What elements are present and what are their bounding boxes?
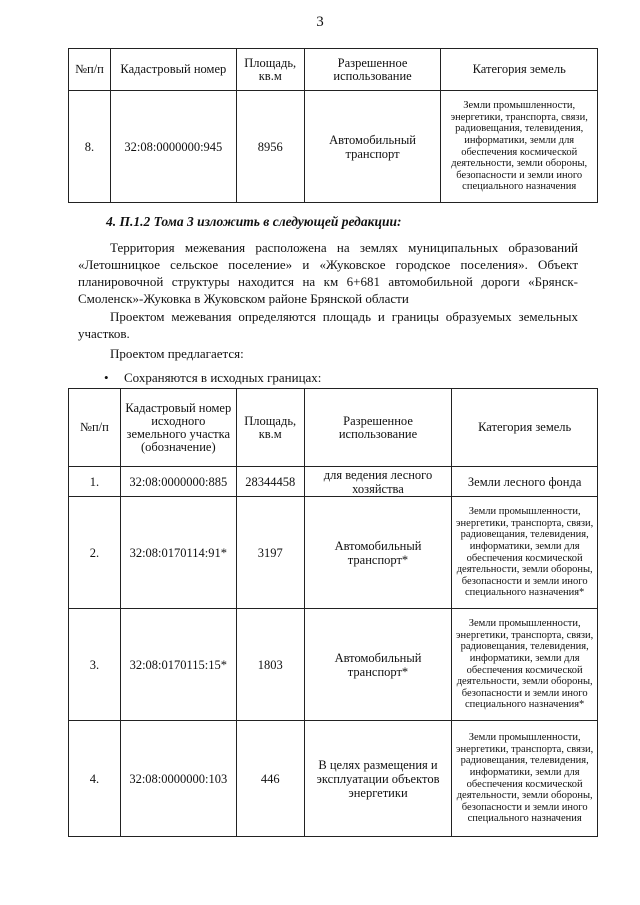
bullet-item <box>104 370 321 386</box>
cell-number: 2. <box>69 497 121 609</box>
cell-area: 28344458 <box>236 467 304 497</box>
cell-cadastral: 32:08:0000000:945 <box>110 91 236 203</box>
table-header-row <box>69 49 598 91</box>
cell-number: 4. <box>69 721 121 837</box>
col-header-usage: Разрешенное использование <box>304 49 441 91</box>
cell-number: 3. <box>69 609 121 721</box>
cell-cadastral: 32:08:0000000:885 <box>120 467 236 497</box>
page-number: 3 <box>316 14 324 30</box>
cell-cadastral: 32:08:0000000:103 <box>120 721 236 837</box>
cell-area: 446 <box>236 721 304 837</box>
cell-area: 8956 <box>236 91 304 203</box>
bullet-text: Сохраняются в исходных границах: <box>124 370 322 385</box>
table-row <box>69 721 598 837</box>
table-row <box>69 497 598 609</box>
table-row <box>69 609 598 721</box>
col-header-cadastral: Кадастровый номер <box>110 49 236 91</box>
cell-usage: Автомобильный транспорт* <box>304 497 452 609</box>
col-header-usage: Разрешенное использование <box>304 389 452 467</box>
paragraph-proposal: Проектом предлагается: <box>110 346 244 361</box>
parcel-table-top <box>68 48 598 203</box>
cell-usage: Автомобильный транспорт* <box>304 609 452 721</box>
table-row <box>69 91 598 203</box>
cell-cadastral: 32:08:0170115:15* <box>120 609 236 721</box>
cell-usage: для ведения лесного хозяйства <box>304 467 452 497</box>
cell-area: 1803 <box>236 609 304 721</box>
col-header-category: Категория земель <box>441 49 598 91</box>
bullet-dot: • <box>104 370 109 385</box>
col-header-number: №п/п <box>69 49 111 91</box>
cell-area: 3197 <box>236 497 304 609</box>
col-header-number: №п/п <box>69 389 121 467</box>
cell-category: Земли лесного фонда <box>452 467 598 497</box>
cell-number: 8. <box>69 91 111 203</box>
col-header-category: Категория земель <box>452 389 598 467</box>
cell-number: 1. <box>69 467 121 497</box>
cell-cadastral: 32:08:0170114:91* <box>120 497 236 609</box>
cell-usage: Автомобильный транспорт <box>304 91 441 203</box>
paragraph-territory: Территория межевания расположена на землях муниципальных образований «Летошницкое сельское поселение» и «Жуковское городское поселения». Объект планировочной структуры находится на км 6+681 автомобильной дороги «Брянск-Смоленск»-Жуковка в Жуковском районе Брянской области <box>78 240 578 306</box>
col-header-area: Площадь, кв.м <box>236 389 304 467</box>
section-heading: 4. П.1.2 Тома 3 изложить в следующей редакции: <box>106 214 402 229</box>
col-header-area: Площадь, кв.м <box>236 49 304 91</box>
cell-category: Земли промышленности, энергетики, транспорта, связи, радиовещания, телевидения, информатики, земли для обеспечения космической деятельности, земли обороны, безопасности и земли иного специального назначения* <box>452 609 598 721</box>
cell-category: Земли промышленности, энергетики, транспорта, связи, радиовещания, телевидения, информатики, земли для обеспечения космической деятельности, земли обороны, безопасности и земли иного специального назначения <box>441 91 598 203</box>
cell-category: Земли промышленности, энергетики, транспорта, связи, радиовещания, телевидения, информатики, земли для обеспечения космической деятельности, земли обороны, безопасности и земли иного специального назначения* <box>452 497 598 609</box>
parcel-table-main <box>68 388 598 837</box>
cell-category: Земли промышленности, энергетики, транспорта, связи, радиовещания, телевидения, информатики, земли для обеспечения космической деятельности, земли обороны, безопасности и земли иного специального назначения <box>452 721 598 837</box>
paragraph-project: Проектом межевания определяются площадь и границы образуемых земельных участков. <box>78 309 578 341</box>
table-row <box>69 467 598 497</box>
table-header-row <box>69 389 598 467</box>
col-header-cadastral: Кадастровый номер исходного земельного участка (обозначение) <box>120 389 236 467</box>
cell-usage: В целях размещения и эксплуатации объектов энергетики <box>304 721 452 837</box>
